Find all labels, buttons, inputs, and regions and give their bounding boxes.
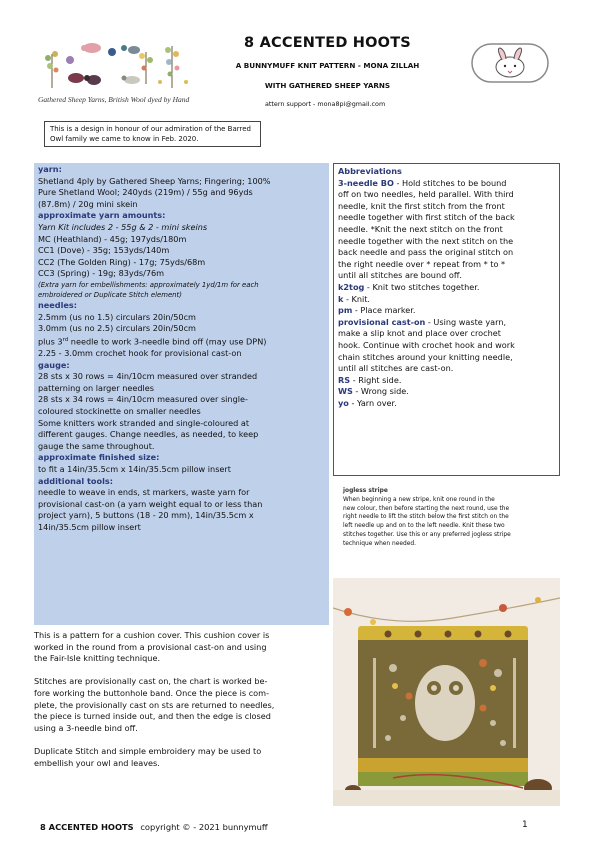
gauge-line: 28 sts x 30 rows = 4in/10cm measured over stranded [38, 371, 258, 382]
jogless-line: stitches together. Use this or any preferred jogless stripe [343, 531, 511, 538]
jogless-line: technique when needed. [343, 540, 416, 547]
abbr-ws: WS - Wrong side. [338, 386, 409, 397]
color-cc2: CC2 (The Golden Ring) - 17g; 75yds/68m [38, 256, 206, 267]
support-email: attern support - mona8pi@gmail.com [265, 100, 386, 108]
amounts-heading: approximate yarn amounts: [38, 210, 166, 221]
size-heading: approximate finished size: [38, 452, 160, 463]
gauge-line: different gauges. Change needles, as needed, to keep [38, 429, 259, 440]
footer-copyright: copyright © - 2021 bunnymuff [140, 822, 268, 832]
intro-paragraph: Duplicate Stitch and simple embroidery may be used to embellish your owl and leaves. [34, 745, 262, 768]
intro-text [34, 630, 330, 781]
page-title: 8 ACCENTED HOOTS [244, 35, 411, 51]
footer [40, 822, 268, 832]
owl-icon [415, 665, 475, 741]
tools-line: project yarn), 5 buttons (18 - 20 mm), 14in/35.5cm x [38, 510, 254, 521]
abbr-line: make a slip knot and place over crochet [338, 328, 501, 339]
tools-heading: additional tools: [38, 475, 113, 486]
abbr-k: k - Knit. [338, 293, 371, 304]
tools-line: provisional cast-on (a yarn weight equal to or less than [38, 498, 263, 509]
abbr-line: hook. Continue with crochet hook and work [338, 339, 515, 350]
abbr-line: needle. *Knit the next stitch on the front [338, 223, 503, 234]
gathered-sheep-logo [40, 38, 195, 90]
color-cc1: CC1 (Dove) - 35g; 153yds/140m [38, 245, 170, 256]
color-mc: MC (Heathland) - 45g; 197yds/180m [38, 233, 187, 244]
tree-icon [45, 51, 59, 88]
jogless-line: When beginning a new stripe, knit one round in the [343, 496, 495, 503]
abbr-3-needle-bo: 3-needle BO - Hold stitches to be bound [338, 177, 507, 188]
abbr-provisional-cast-on: provisional cast-on - Using waste yarn, [338, 316, 507, 327]
yarn-kit-line: Yarn Kit includes 2 - 55g & 2 - mini skeins [38, 221, 208, 232]
gauge-line: 28 sts x 34 rows = 4in/10cm measured over single- [38, 394, 248, 405]
jogless-line: right needle to lift the stitch below the first stitch on the [343, 514, 509, 521]
extra-yarn-note: embroidered or Duplicate Stitch element) [38, 290, 182, 299]
abbr-rs: RS - Right side. [338, 374, 402, 385]
size-line: to fit a 14in/35.5cm x 14in/35.5cm pillow insert [38, 463, 231, 474]
gauge-line: coloured stockinette on smaller needles [38, 406, 201, 416]
abbr-line: back needle and pass the original stitch on [338, 247, 514, 258]
abbreviations-title: Abbreviations [338, 166, 402, 176]
needles-heading: needles: [38, 299, 78, 310]
tools-line: needle to weave in ends, st markers, waste yarn for [38, 487, 250, 498]
yarn-heading: yarn: [38, 164, 62, 174]
tools-line: 14in/35.5cm pillow insert [38, 521, 141, 532]
abbr-line: until all stitches are cast-on. [338, 363, 454, 374]
jogless-line: new colour, then before starting the next round, use the [343, 505, 510, 512]
gauge-line: Some knitters work stranded and single-coloured at [38, 417, 250, 428]
gauge-heading: gauge: [38, 359, 70, 370]
abbr-line: the right needle over * repeat from * to * [338, 258, 506, 269]
yarn-subtitle: WITH GATHERED SHEEP YARNS [264, 81, 391, 90]
needle-line: 3.0mm (us no 2.5) circulars 20in/50cm [38, 323, 196, 334]
honour-note: This is a design in honour of our admiration of the Barred Owl family we came to know in Feb. 2020. [44, 121, 261, 147]
abbreviations-box [333, 163, 560, 476]
intro-paragraph: Stitches are provisionally cast on, the chart is worked be- fore working the buttonhole band. Once the piece is com- plete, the provisionally cast on sts are returned to needles, the piece is turned inside out, and then the edge is closed using a 3-needle bind off. [34, 676, 275, 733]
needle-line: 2.5mm (us no 1.5) circulars 20in/50cm [38, 311, 196, 322]
yarn-line: (87.8m) / 20g mini skein [38, 198, 138, 209]
gauge-line: patterning on larger needles [38, 382, 155, 393]
abbr-line: until all stitches are bound off. [338, 270, 462, 281]
cushion-photo [333, 578, 560, 806]
extra-yarn-note: (Extra yarn for embellishments: approximately 1yd/1m for each [38, 280, 259, 289]
footer-brand: 8 ACCENTED HOOTS [40, 822, 134, 832]
abbr-line: needle, knit the first stitch from the front [338, 200, 505, 211]
materials-panel [34, 163, 329, 625]
color-cc3: CC3 (Spring) - 19g; 83yds/76m [38, 268, 165, 279]
jogless-stripe-note [343, 487, 557, 549]
abbr-yo: yo - Yarn over. [338, 397, 397, 408]
dog-icon [124, 76, 140, 84]
logo-caption: Gathered Sheep Yarns, British Wool dyed by Hand [38, 95, 190, 104]
abbr-k2tog: k2tog - Knit two stitches together. [338, 281, 480, 292]
abbr-pm: pm - Place marker. [338, 305, 416, 316]
yarn-line: Pure Shetland Wool; 240yds (219m) / 55g and 96yds [38, 187, 253, 198]
needle-line: plus 3rd needle to work 3-needle bind off (may use DPN) [38, 336, 267, 347]
page-number: 1 [522, 820, 528, 830]
abbr-line: needle together with the next stitch on the [338, 235, 514, 246]
pattern-subtitle: A BUNNYMUFF KNIT PATTERN - MONA ZILLAH [235, 61, 420, 70]
abbr-line: chain stitches around your knitting needle, [338, 351, 513, 362]
jogless-line: left needle up and on to the left needle. Knit these two [343, 523, 505, 530]
tree-icon [139, 52, 153, 84]
jogless-title: jogless stripe [343, 488, 388, 494]
bunny-logo-icon [470, 42, 550, 84]
gauge-line: gauge the same throughout. [38, 440, 155, 451]
intro-paragraph: This is a pattern for a cushion cover. This cushion cover is worked in the round from a provisional cast-on and using the Fair-Isle knitting technique. [34, 630, 270, 664]
tree-icon [165, 46, 180, 88]
abbr-line: off on two needles, held parallel. With third [338, 189, 514, 200]
abbr-line: needle together with first stitch of the back [338, 212, 515, 223]
sheep-icon [68, 73, 84, 83]
needle-line: 2.25 - 3.0mm crochet hook for provisional cast-on [38, 348, 242, 359]
yarn-line: Shetland 4ply by Gathered Sheep Yarns; Fingering; 100% [38, 175, 271, 186]
